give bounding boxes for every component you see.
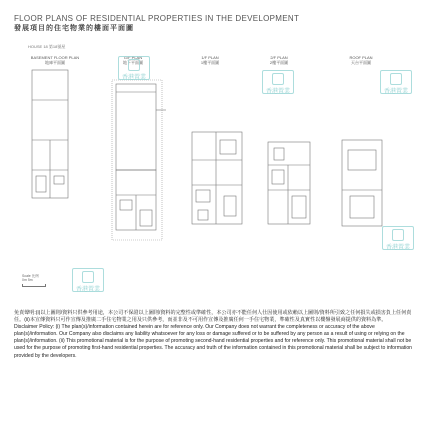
disclaimer-zh: 免責聲明:(i)以上圖則/資料只供參考用途，本公司不保證以上圖則/資料的完整性或準確性，本公司亦不能任何人仕因使用或依賴以上圖則/資料所引致之任何損失或損害負上任何責任。(ii)本宣傳資料只可作宣傳及推廣二手住宅物業之用及只供參考，而並非及不可用作宣傳及推廣任何一手住宅物業，準確性及真實性以樓盤發展商提供的資料為準。 [14,310,412,324]
scale-bar-line [22,284,46,287]
watermark-icon [390,73,402,85]
page-title-zh: 發展項目的住宅物業的樓面平面圖 [14,25,134,32]
watermark-text: 香港置業 [75,287,100,293]
watermark-text: 香港置業 [121,75,146,81]
ground-floor-plan [112,80,166,240]
watermark-logo [262,70,294,94]
plan-heading-zh: 地庫平面圖 [45,60,65,65]
second-floor-plan [268,142,310,224]
plan-heading-zh: 地下平面圖 [123,60,143,65]
plan-heading-zh: 天台平面圖 [351,60,371,65]
plan-heading-en: G/F PLAN [123,55,143,60]
watermark-text: 香港置業 [265,89,290,95]
plan-heading-en: ROOF PLAN [349,55,373,60]
plan-heading-en: 1/F PLAN [201,55,219,60]
watermark-logo [118,56,150,80]
watermark-logo [380,70,412,94]
roof-plan [342,140,382,226]
first-floor-plan [192,132,242,224]
scale-ratio: 0m 5m [22,278,33,282]
page-title: FLOOR PLANS OF RESIDENTIAL PROPERTIES IN THE DEVELOPMENT [14,14,300,23]
disclaimer-en: Disclaimer Policy: (i) The plan(s)/information contained herein are for reference only. Our Company does not warrant the completeness or accuracy of the above plan(s)/information. Our Company also disclaims any liability whatsoever for any loss or damage suffered or to be suffered by any person as a result of using or relying on the plan(s)/information. (ii) This promotional material is for the purpose of promoting second-hand residential properties and for reference only. This promotional material shall not be used for the purpose of promoting first-hand residential properties. The accuracy and truth of the information contained in this promotional material shall be subject to information provided by the developers. [14,324,413,359]
watermark-icon [82,271,94,283]
watermark-logo [72,268,104,292]
plan-heading-en: BASEMENT FLOOR PLAN [30,55,80,60]
watermark-icon [272,73,284,85]
unit-label: HOUSE 18 第18號屋 [28,44,66,49]
basement-floor-plan [32,70,68,198]
disclaimer [14,310,412,360]
scale-bar [22,274,46,287]
plan-heading-zh: 2樓平面圖 [269,60,289,65]
scale-label: Scale 比例 [22,274,39,278]
watermark-logo [382,226,414,250]
watermark-icon [128,59,140,71]
watermark-text: 香港置業 [385,245,410,251]
plan-heading-en: 2/F PLAN [270,55,288,60]
plan-heading-zh: 1樓平面圖 [200,60,220,65]
watermark-icon [392,229,404,241]
watermark-text: 香港置業 [383,89,408,95]
